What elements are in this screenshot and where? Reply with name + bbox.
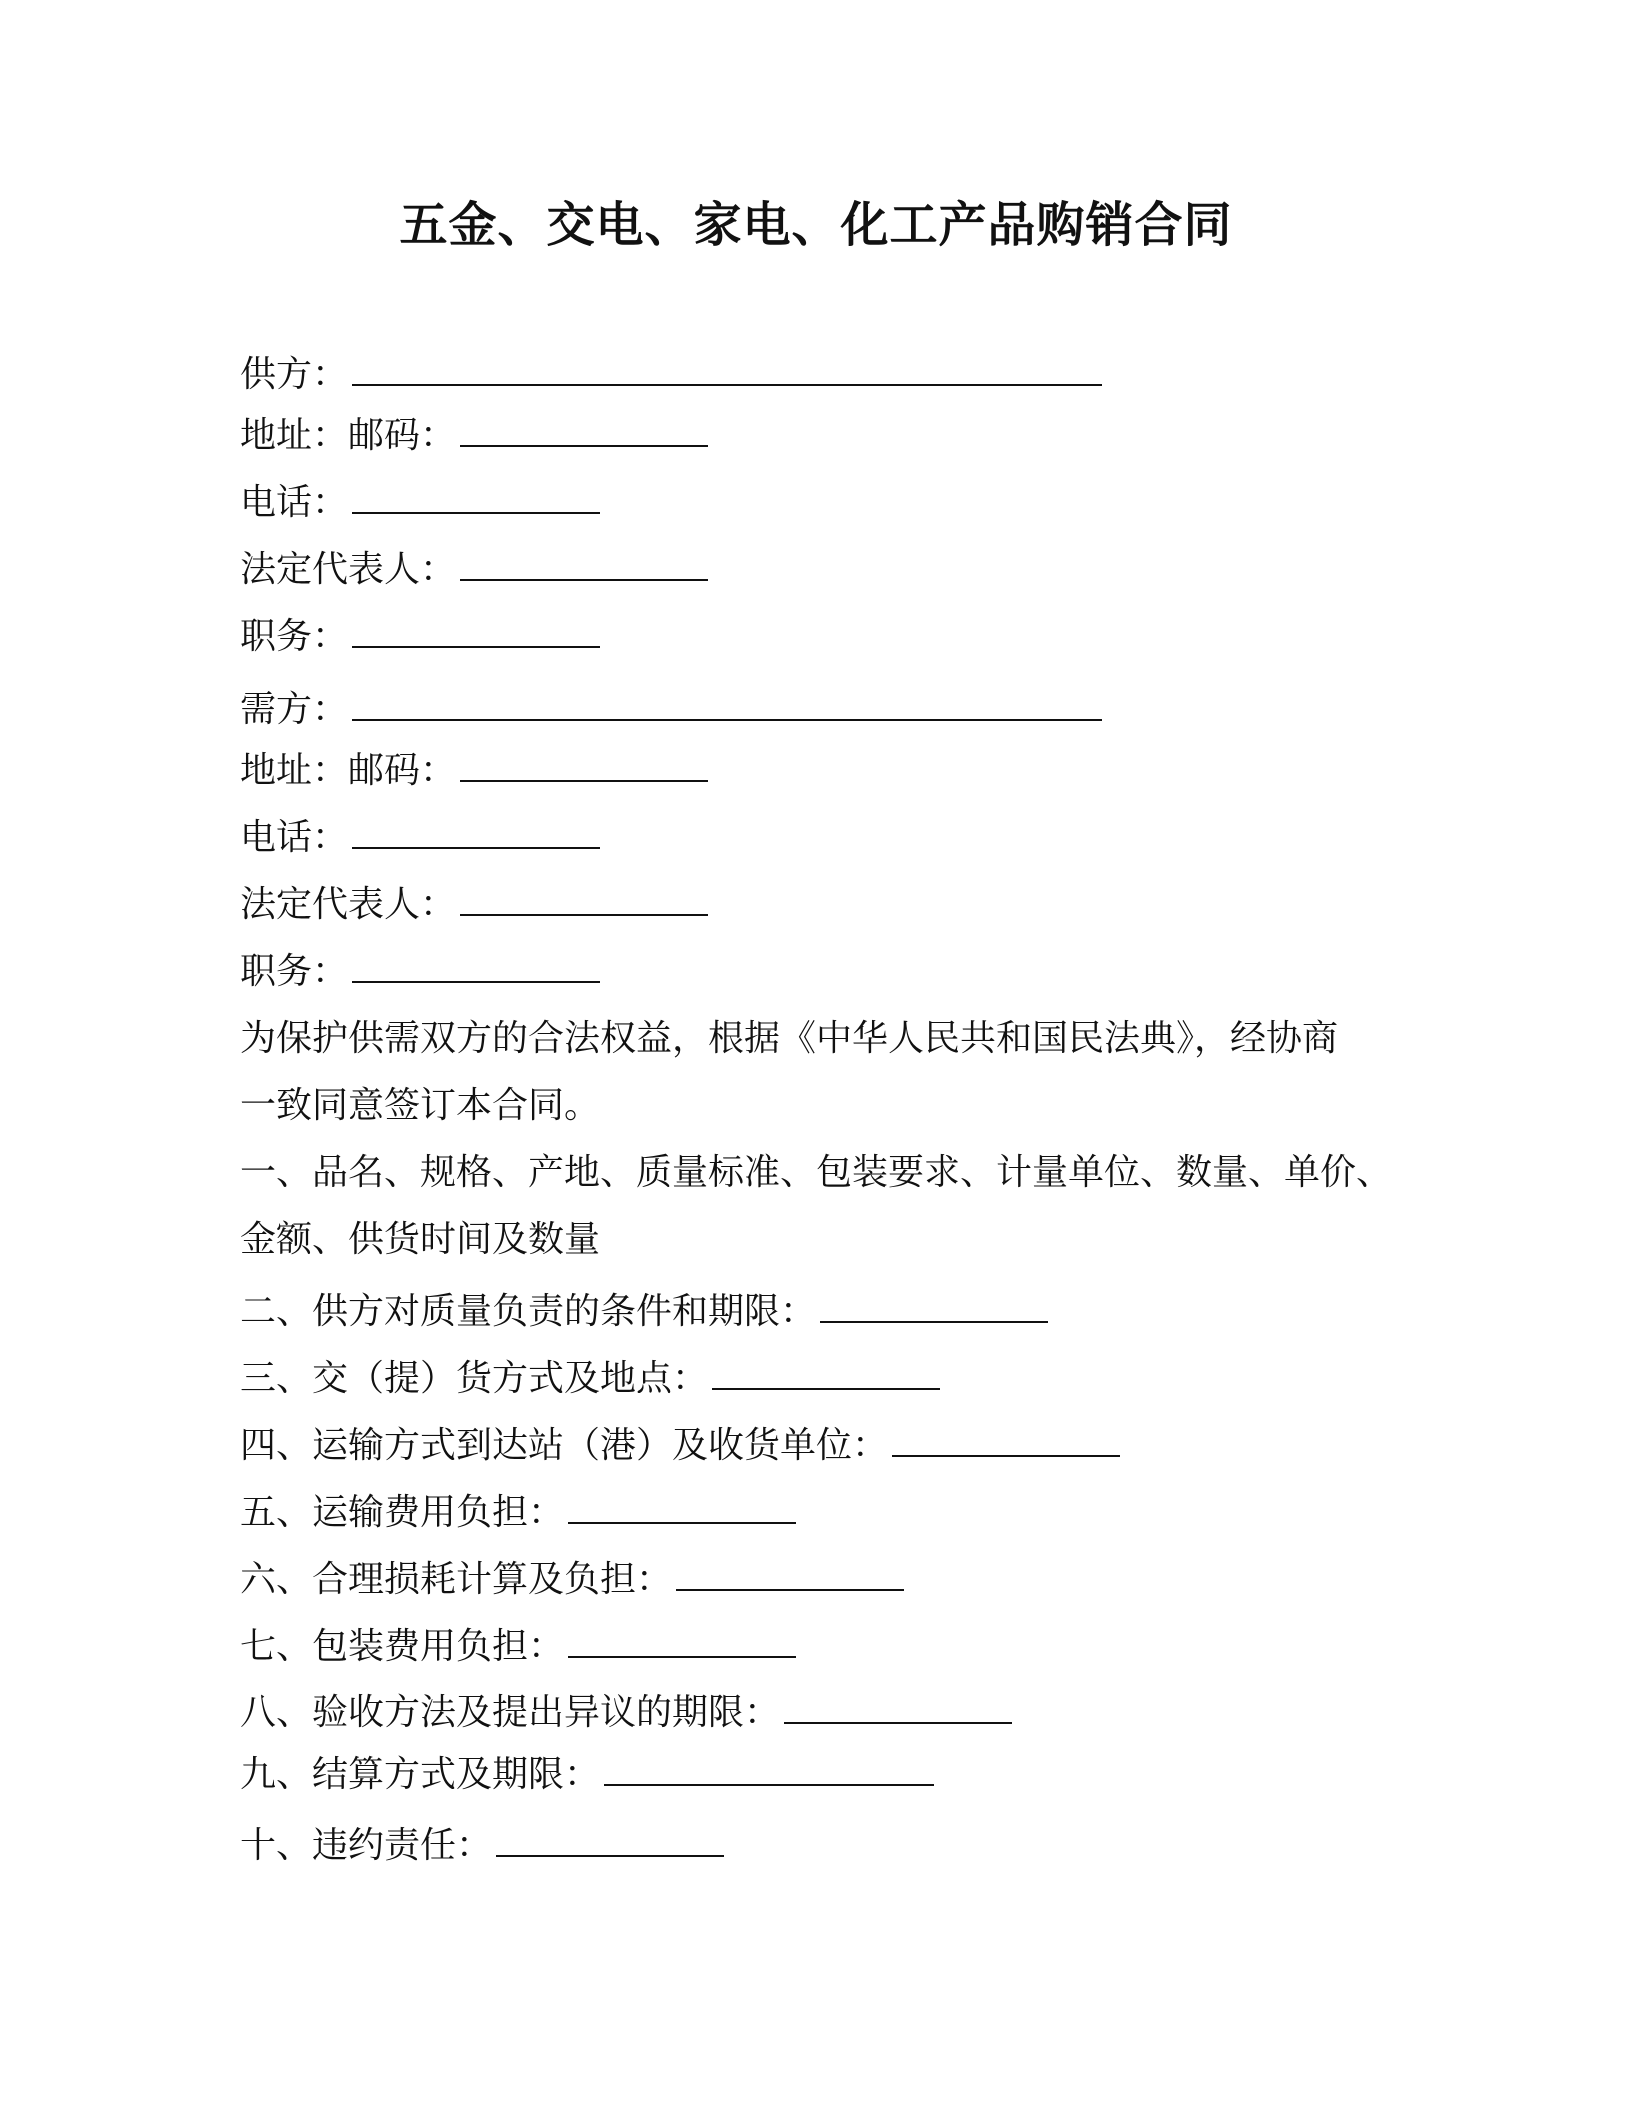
supplier-phone-line (240, 480, 600, 526)
clause-9-line (240, 1752, 934, 1798)
clause-10-line (240, 1823, 724, 1869)
supplier-legal-rep-label: 法定代表人： (240, 549, 457, 590)
buyer-address-line (240, 748, 708, 794)
clause-2-blank[interactable] (820, 1291, 1048, 1323)
intro-line-2: 一致同意签订本合同。 (240, 1085, 601, 1126)
clause-4-blank[interactable] (892, 1425, 1120, 1457)
supplier-party-line (240, 352, 1102, 398)
supplier-legal-rep-blank[interactable] (460, 549, 708, 581)
supplier-position-label: 职务： (240, 616, 349, 657)
clause-2-line (240, 1289, 1048, 1335)
buyer-legal-rep-label: 法定代表人： (240, 884, 457, 925)
supplier-position-blank[interactable] (352, 616, 600, 648)
clause-9-label: 九、结算方式及期限： (240, 1754, 601, 1795)
clause-5-line (240, 1490, 796, 1536)
buyer-party-line (240, 687, 1102, 733)
clause-2-label: 二、供方对质量负责的条件和期限： (240, 1291, 817, 1332)
clause-4-line (240, 1423, 1120, 1469)
intro-line-1: 为保护供需双方的合法权益，根据《中华人民共和国民法典》，经协商 (240, 1018, 1339, 1059)
supplier-address-line (240, 413, 708, 459)
supplier-party-label: 供方： (240, 354, 349, 395)
buyer-position-line (240, 949, 600, 995)
buyer-phone-blank[interactable] (352, 817, 600, 849)
supplier-position-line (240, 614, 600, 660)
buyer-position-label: 职务： (240, 951, 349, 992)
buyer-position-blank[interactable] (352, 951, 600, 983)
buyer-address-label: 地址：邮码： (240, 750, 457, 791)
buyer-party-blank[interactable] (352, 689, 1102, 721)
clause-8-line (240, 1690, 1012, 1736)
supplier-address-label: 地址：邮码： (240, 415, 457, 456)
clause-5-label: 五、运输费用负担： (240, 1492, 565, 1533)
clause-8-label: 八、验收方法及提出异议的期限： (240, 1692, 781, 1733)
clause-6-blank[interactable] (676, 1559, 904, 1591)
buyer-legal-rep-blank[interactable] (460, 884, 708, 916)
clause-7-line (240, 1624, 796, 1670)
clause-10-blank[interactable] (496, 1825, 724, 1857)
clause-6-line (240, 1557, 904, 1603)
clause-6-label: 六、合理损耗计算及负担： (240, 1559, 673, 1600)
clause-3-blank[interactable] (712, 1358, 940, 1390)
clause-7-label: 七、包装费用负担： (240, 1626, 565, 1667)
buyer-party-label: 需方： (240, 689, 349, 730)
buyer-legal-rep-line (240, 882, 708, 928)
supplier-postcode-blank[interactable] (460, 415, 708, 447)
buyer-phone-label: 电话： (240, 817, 349, 858)
buyer-phone-line (240, 815, 600, 861)
clause-9-blank[interactable] (604, 1754, 934, 1786)
document-title: 五金、交电、家电、化工产品购销合同 (399, 197, 1233, 253)
clause-8-blank[interactable] (784, 1692, 1012, 1724)
supplier-phone-blank[interactable] (352, 482, 600, 514)
clause-1-line-2: 金额、供货时间及数量 (240, 1219, 601, 1260)
clause-1-line-1: 一、品名、规格、产地、质量标准、包装要求、计量单位、数量、单价、 (240, 1152, 1393, 1193)
clause-4-label: 四、运输方式到达站（港）及收货单位： (240, 1425, 889, 1466)
buyer-postcode-blank[interactable] (460, 750, 708, 782)
supplier-party-blank[interactable] (352, 354, 1102, 386)
clause-3-line (240, 1356, 940, 1402)
supplier-phone-label: 电话： (240, 482, 349, 523)
clause-3-label: 三、交（提）货方式及地点： (240, 1358, 709, 1399)
supplier-legal-rep-line (240, 547, 708, 593)
clause-10-label: 十、违约责任： (240, 1825, 493, 1866)
clause-5-blank[interactable] (568, 1492, 796, 1524)
clause-7-blank[interactable] (568, 1626, 796, 1658)
